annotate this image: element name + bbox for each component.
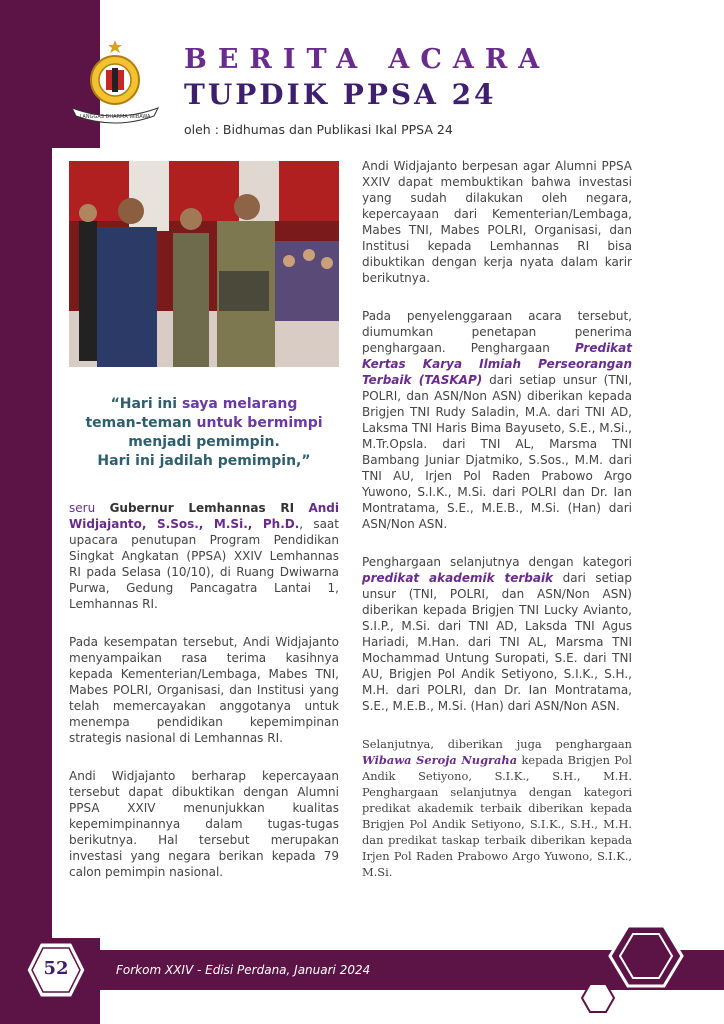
page-title-line2: TUPDIK PPSA 24 bbox=[184, 78, 497, 111]
hexagon-decoration-icon bbox=[576, 922, 696, 1024]
ceremony-photo bbox=[69, 161, 339, 367]
paragraph: Penghargaan selanjutnya dengan kategori predikat akademik terbaik dari setiap unsur (TNI, POLRI, dan ASN/Non ASN) diberikan kepada Brigjen TNI Lucky Avianto, S.I.P., M.Si. dari TNI AD, Laksda TNI Agus Hariadi, M.Han. dari TNI AL, Marsma TNI Mochammad Untung Suropati, S.E. dari TNI AU, Brigjen Pol Andik Setiyono, S.I.K., S.H., M.H. dari POLRI, dan Dr. Ian Montratama, S.E., M.E.B., M.Si. (Han) dari ASN/Non ASN. bbox=[362, 555, 632, 713]
paragraph: Andi Widjajanto berharap kepercayaan tersebut dapat dibuktikan dengan Alumni PPSA XXIV menunjukkan kualitas kepemimpinannya dalam tugas-tugas berikutnya. Hal tersebut merupakan investasi yang negara berikan kepada 79 calon pemimpin nasional. bbox=[69, 769, 339, 879]
page-title-line1: BERITA ACARA bbox=[184, 44, 551, 75]
paragraph: seru Gubernur Lemhannas RI Andi Widjajanto, S.Sos., M.Si., Ph.D., saat upacara penutupan Program Pendidikan Singkat Angkatan (PPSA) XXIV Lemhannas RI pada Selasa (10/10), di Ruang Dwiwarna Purwa, Gedung Pancagatra Lantai 1, Lemhannas RI. bbox=[69, 501, 339, 611]
left-column bbox=[69, 500, 339, 902]
paragraph: Pada kesempatan tersebut, Andi Widjajanto menyampaikan rasa terima kasihnya kepada Kementerian/Lembaga, Mabes TNI, Mabes POLRI, Organisasi, dan Institusi yang telah memercayakan anggotanya untuk menempa pendidikan kepemimpinan strategis nasional di Lemhannas RI. bbox=[69, 635, 339, 745]
lemhannas-emblem-icon bbox=[68, 38, 162, 126]
paragraph: Selanjutnya, diberikan juga penghargaan Wibawa Seroja Nugraha kepada Brigjen Pol Andik Setiyono, S.I.K., S.H., M.H. Penghargaan selanjutnya dengan kategori predikat akademik terbaik diberikan kepada Brigjen Pol Andik Setiyono, S.I.K., S.H., M.H. dan predikat taskap terbaik diberikan kepada Irjen Pol Raden Prabowo Argo Yuwono, S.I.K., M.Si. bbox=[362, 737, 632, 879]
byline: oleh : Bidhumas dan Publikasi Ikal PPSA 24 bbox=[184, 122, 453, 137]
paragraph: Pada penyelenggaraan acara tersebut, diumumkan penetapan penerima penghargaan. Penghargaan Predikat Kertas Karya Ilmiah Perseorangan Terbaik (TASKAP) dari setiap unsur (TNI, POLRI, dan ASN/Non ASN) diberikan kepada Brigjen TNI Rudy Saladin, M.A. dari TNI AD, Laksma TNI Haris Bima Bayuseto, S.E., M.Si., M.Tr.Opsla. dari TNI AL, Marsma TNI Bambang Juniar Djatmiko, S.Sos., M.M. dari TNI AU, Irjen Pol Raden Prabowo Argo Yuwono, S.I.K., M.Si. dari POLRI dan Dr. Ian Montratama, S.E., M.E.B., M.Si. (Han) dari ASN/Non ASN. bbox=[362, 309, 633, 531]
footer-publication-text: Forkom XXIV - Edisi Perdana, Januari 2024 bbox=[116, 963, 371, 977]
paragraph: Andi Widjajanto berpesan agar Alumni PPSA XXIV dapat membuktikan bahwa investasi yang sudah dilakukan oleh negara, kepercayaan dari Kementerian/Lembaga, Mabes TNI, Mabes POLRI, Organisasi, dan Institusi kepada Lemhannas RI bisa dibuktikan dengan kerja nyata dalam karir berikutnya. bbox=[362, 159, 632, 285]
page-number: 52 bbox=[43, 958, 69, 979]
pull-quote: “Hari ini saya melarang teman-teman untuk bermimpi menjadi pemimpin. Hari ini jadilah pemimpin,” bbox=[85, 396, 323, 469]
right-column bbox=[362, 158, 632, 902]
emblem-banner-text: LANGGAS DHARMA WIBAWA bbox=[79, 114, 151, 120]
